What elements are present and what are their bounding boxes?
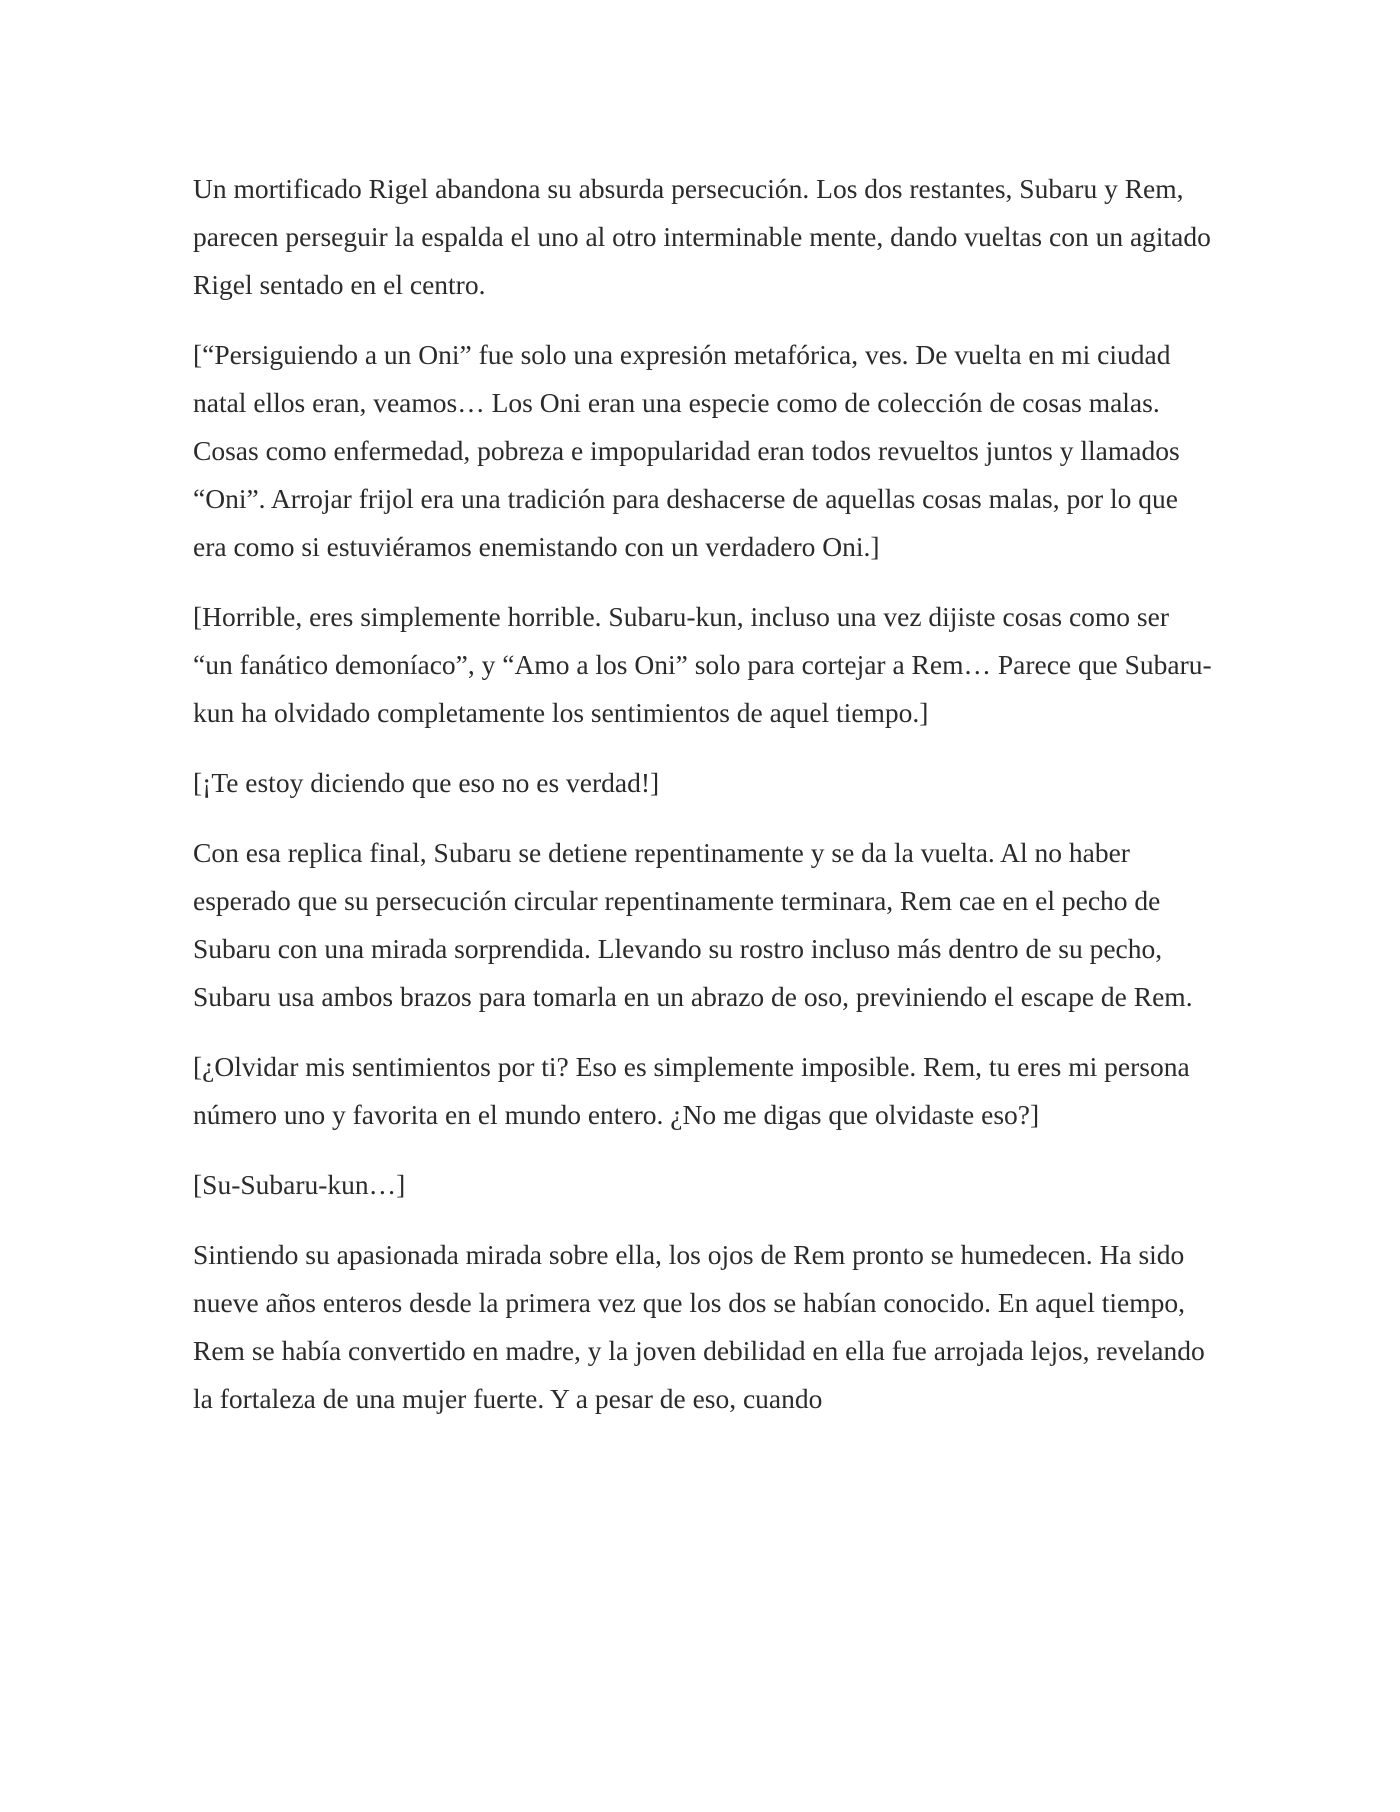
paragraph-6: [¿Olvidar mis sentimientos por ti? Eso es simplemente imposible. Rem, tu eres mi persona número uno y favorita en el mundo entero. ¿No me digas que olvidaste eso?]: [193, 1051, 1190, 1130]
paragraph-7: [Su-Subaru-kun…]: [193, 1169, 406, 1200]
paragraph-1: Un mortificado Rigel abandona su absurda persecución. Los dos restantes, Subaru y Rem, parecen perseguir la espalda el uno al otro interminable mente, dando vueltas con un agitado Rigel sentado en el centro.: [193, 173, 1211, 300]
paragraph-2: [“Persiguiendo a un Oni” fue solo una expresión metafórica, ves. De vuelta en mi ciudad natal ellos eran, veamos… Los Oni eran una especie como de colección de cosas malas. Cosas como enfermedad, pobreza e impopularidad eran todos revueltos juntos y llamados “Oni”. Arrojar frijol era una tradición para deshacerse de aquellas cosas malas, por lo que era como si estuviéramos enemistando con un verdadero Oni.]: [193, 339, 1180, 562]
page-body: [193, 165, 1213, 1445]
paragraph-4: [¡Te estoy diciendo que eso no es verdad!]: [193, 767, 660, 798]
paragraph-3: [Horrible, eres simplemente horrible. Subaru-kun, incluso una vez dijiste cosas como ser “un fanático demoníaco”, y “Amo a los Oni” solo para cortejar a Rem… Parece que Subaru-kun ha olvidado completamente los sentimientos de aquel tiempo.]: [193, 601, 1212, 728]
paragraph-8: Sintiendo su apasionada mirada sobre ella, los ojos de Rem pronto se humedecen. Ha sido nueve años enteros desde la primera vez que los dos se habían conocido. En aquel tiempo, Rem se había convertido en madre, y la joven debilidad en ella fue arrojada lejos, revelando la fortaleza de una mujer fuerte. Y a pesar de eso, cuando: [193, 1239, 1205, 1414]
paragraph-5: Con esa replica final, Subaru se detiene repentinamente y se da la vuelta. Al no haber esperado que su persecución circular repentinamente terminara, Rem cae en el pecho de Subaru con una mirada sorprendida. Llevando su rostro incluso más dentro de su pecho, Subaru usa ambos brazos para tomarla en un abrazo de oso, previniendo el escape de Rem.: [193, 837, 1193, 1012]
